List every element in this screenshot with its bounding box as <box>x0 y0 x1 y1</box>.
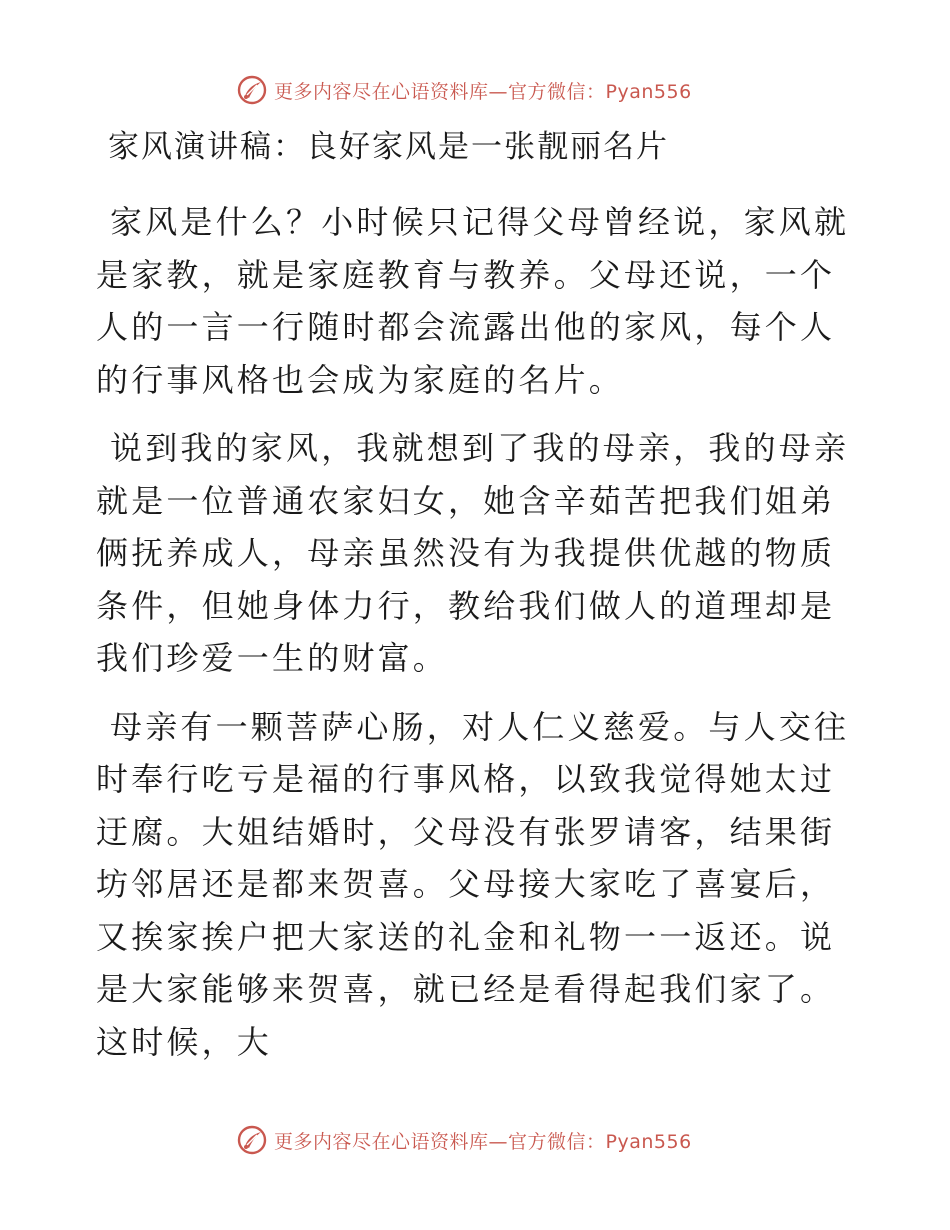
banner-separator: — <box>488 80 509 103</box>
banner-wechat: 官方微信：Pyan556 <box>508 80 692 103</box>
banner-text <box>274 77 692 104</box>
header-banner <box>236 72 692 108</box>
paragraph-3: 母亲有一颗菩萨心肠，对人仁义慈爱。与人交往时奉行吃亏是福的行事风格，以致我觉得她太过迂腐。大姐结婚时，父母没有张罗请客，结果街坊邻居还是都来贺喜。父母接大家吃了喜宴后，又挨家挨户把大家送的礼金和礼物一一返还。说是大家能够来贺喜，就已经是看得起我们家了。这时候，大 <box>96 707 850 1061</box>
banner-separator: — <box>488 1130 509 1153</box>
document-body <box>96 196 856 1084</box>
document-title: 家风演讲稿：良好家风是一张靓丽名片 <box>108 129 669 165</box>
paragraph-1: 家风是什么？小时候只记得父母曾经说，家风就是家教，就是家庭教育与教养。父母还说，一个人的一言一行随时都会流露出他的家风，每个人的行事风格也会成为家庭的名片。 <box>96 203 850 399</box>
seal-logo-icon <box>236 74 268 106</box>
banner-site-name: 更多内容尽在心语资料库 <box>274 1130 489 1153</box>
banner-wechat: 官方微信：Pyan556 <box>508 1130 692 1153</box>
footer-banner <box>236 1122 692 1158</box>
banner-text <box>274 1127 692 1154</box>
paragraph-2: 说到我的家风，我就想到了我的母亲，我的母亲就是一位普通农家妇女，她含辛茹苦把我们姐弟俩抚养成人，母亲虽然没有为我提供优越的物质条件，但她身体力行，教给我们做人的道理却是我们珍爱一生的财富。 <box>96 429 850 677</box>
seal-logo-icon <box>236 1124 268 1156</box>
banner-site-name: 更多内容尽在心语资料库 <box>274 80 489 103</box>
